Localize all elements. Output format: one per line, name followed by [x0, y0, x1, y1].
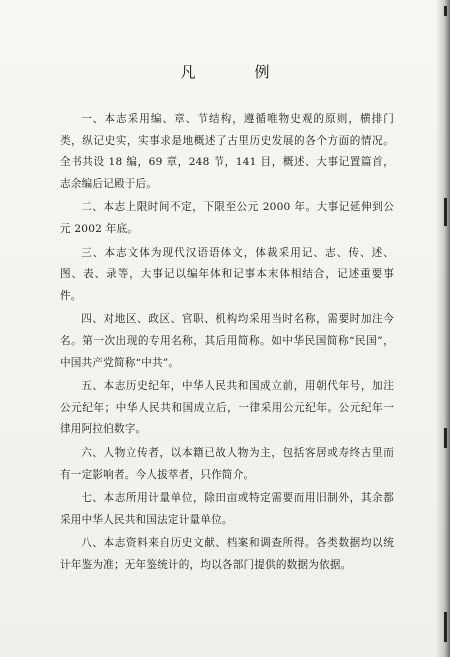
- scan-mark: [444, 6, 447, 16]
- paragraph-2: 二、本志上限时间不定，下限至公元 2000 年。大事记延伸到公元 2002 年底。: [60, 201, 394, 235]
- paragraph-6: 六、人物立传者，以本籍已故人物为主，包括客居或寿终古里而有一定影响者。今人拔萃者，只作简介。: [60, 446, 394, 481]
- paragraph-8: 八、本志资料来自历史文献、档案和调查所得。各类数据均以统计年鉴为准；无年鉴统计的，均以各部门提供的数据为依据。: [60, 537, 394, 571]
- body-text: [60, 109, 394, 578]
- paragraph-5: 五、本志历史纪年，中华人民共和国成立前，用朝代年号，加注公元纪年；中华人民共和国成立后，一律采用公元纪年。公元纪年一律用阿拉伯数字。: [60, 380, 394, 436]
- scan-mark: [444, 612, 447, 642]
- scan-mark: [444, 198, 447, 226]
- page-title: 凡 例: [180, 63, 292, 81]
- paragraph-3: 三、本志文体为现代汉语语体文，体裁采用记、志、传、述、图、表、录等，大事记以编年体和记事本末体相结合，记述重要事件。: [60, 246, 394, 302]
- scan-edge-shadow: [436, 0, 450, 657]
- paragraph-1: 一、本志采用编、章、节结构，遵循唯物史观的原则，横排门类，纵记史实，实事求是地概述了古里历史发展的各个方面的情况。全书共设 18 编，69 章，248 节，141 目，概述、大事记置篇首，志余编后记殿于后。: [60, 113, 394, 190]
- scan-mark: [444, 428, 447, 448]
- paragraph-7: 七、本志所用计量单位，除田亩或特定需要而用旧制外，其余都采用中华人民共和国法定计量单位。: [60, 492, 394, 526]
- paragraph-4: 四、对地区、政区、官职、机构均采用当时名称，需要时加注今名。第一次出现的专用名称，其后用简称。如中华民国简称“民国”，中国共产党简称“中共”。: [60, 313, 394, 369]
